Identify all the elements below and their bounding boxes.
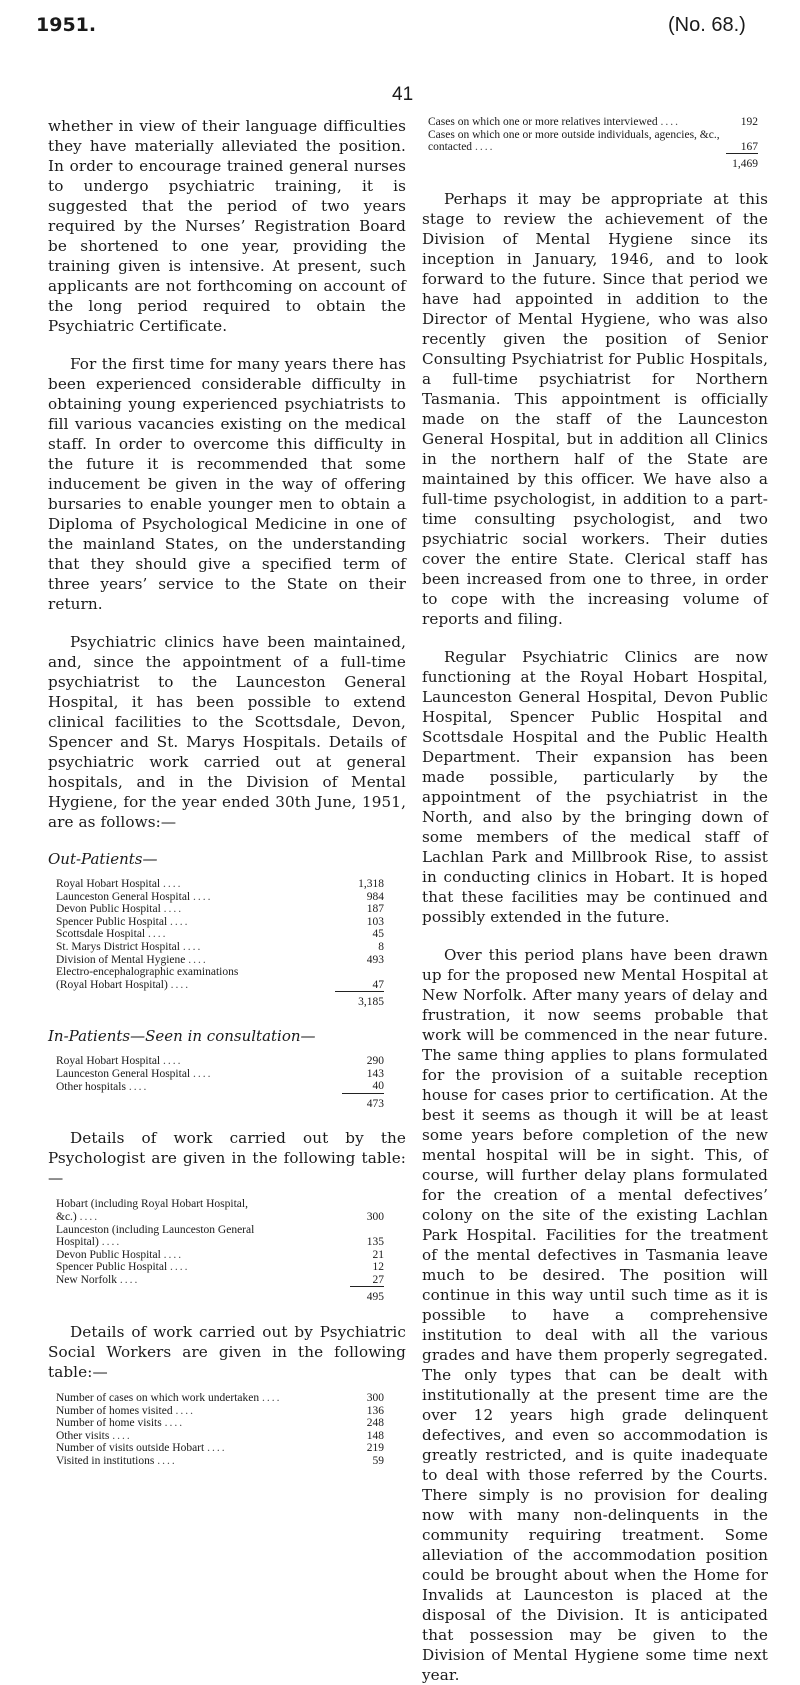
row-value: 248 — [366, 1417, 384, 1430]
total-row — [56, 1287, 384, 1304]
table-row — [56, 891, 384, 904]
row-label: (Royal Hobart Hospital) .... — [56, 979, 191, 992]
row-label: Spencer Public Hospital .... — [56, 915, 190, 928]
row-value — [335, 966, 384, 979]
table-row — [56, 1236, 384, 1249]
table-row — [428, 129, 758, 154]
left-column — [48, 116, 406, 1468]
row-label: Other hospitals .... — [56, 1080, 149, 1093]
row-value: 59 — [372, 1455, 384, 1468]
row-value: 300 — [366, 1392, 384, 1405]
row-label: Devon Public Hospital .... — [56, 1248, 184, 1261]
document-number: (No. 68.) — [668, 14, 746, 36]
paragraph-achievement: Perhaps it may be appropriate at this stage to review the achievement of the Division of Mental Hygiene since its inception in January, 1946, and to look forward to the future. Since that period we have had appointed in addition to the Director of Mental Hygiene, who was also recently given the position of Senior Consulting Psychiatrist for Public Hospitals, a full-time psychiatrist for Northern Tasmania. This appointment is officially made on the staff of the Launceston General Hospital, but in addition all Clinics in the northern half of the State are maintained by this officer. We have also a full-time psychologist, in addition to a part-time consulting psychologist, and two psychiatric social workers. Their duties cover the entire State. Clerical staff has been increased from one to three, in order to cope with the increasing volume of reports and filing. — [422, 189, 768, 628]
table-row — [56, 941, 384, 954]
row-value: 187 — [366, 903, 384, 916]
row-label: Cases on which one or more relatives interviewed .... — [428, 116, 680, 128]
row-label: Electro-encephalographic examinations — [56, 966, 239, 979]
table-row — [56, 1224, 384, 1237]
row-value: 167 — [740, 140, 758, 153]
paragraph-nurses: whether in view of their language difficulties they have materially alleviated the position. In order to encourage trained general nurses to undergo psychiatric training, it is suggested that the period of two years required by the Nurses’ Registration Board be shortened to one year, providing the training given is intensive. At present, such applicants are not forthcoming on account of the long period required to obtain the Psychiatric Certificate. — [48, 117, 406, 335]
table-row — [56, 954, 384, 967]
row-label: Hobart (including Royal Hobart Hospital, — [56, 1198, 248, 1211]
paragraph-psychiatrists: For the first time for many years there has been experienced considerable difficulty in obtaining young experienced psychiatrists to fill various vacancies existing on the medical staff. In order to overcome this difficulty in the future it is recommended that some inducement be given in the way of offering bursaries to enable younger men to obtain a Diploma of Psychological Medicine in one of the mainland States, on the understanding that they should give a specified term of three years’ service to the State on their return. — [48, 355, 406, 613]
row-value: 143 — [366, 1067, 384, 1080]
outpatients-heading: Out-Patients— — [48, 850, 158, 868]
row-value: 40 — [372, 1080, 384, 1093]
row-value — [350, 1198, 384, 1211]
row-value: 27 — [372, 1273, 384, 1286]
table-row — [56, 916, 384, 929]
table-row — [56, 1442, 384, 1455]
row-value: 103 — [366, 915, 384, 928]
total-value: 473 — [342, 1093, 384, 1110]
row-label: Hospital) .... — [56, 1236, 122, 1249]
table-row — [56, 966, 384, 979]
table-row — [56, 1274, 384, 1287]
row-value: 493 — [366, 953, 384, 966]
row-value: 45 — [372, 928, 384, 941]
paragraph-regular-clinics: Regular Psychiatric Clinics are now functioning at the Royal Hobart Hospital, Launceston General Hospital, Devon Public Hospital, Spencer Public Hospital and Scottsdale Hospital and the Public Health Department. Their expansion has been made possible, particularly by the appointment of the psychiatrist in the North, and also by the bringing down of some members of the medical staff of Lachlan Park and Millbrook Rise, to assist in conducting clinics in Hobart. It is hoped that these facilities may be continued and possibly extended in the future. — [422, 647, 768, 926]
row-value: 290 — [366, 1054, 384, 1067]
row-label: Spencer Public Hospital .... — [56, 1261, 190, 1274]
total-row — [56, 992, 384, 1009]
social-intro: Details of work carried out by Psychiatric Social Workers are given in the following table:— — [48, 1323, 406, 1382]
total-value: 3,185 — [335, 992, 384, 1009]
row-label: Number of cases on which work undertaken .... — [56, 1392, 282, 1405]
total-spacer — [56, 1093, 342, 1110]
row-label: Visited in institutions .... — [56, 1455, 177, 1468]
row-label: Launceston (including Launceston General — [56, 1223, 255, 1236]
inpatients-heading: In-Patients—Seen in consultation— — [48, 1026, 316, 1045]
outpatients-table — [56, 878, 384, 1009]
table-row — [56, 1080, 384, 1093]
row-label: Launceston General Hospital .... — [56, 890, 213, 903]
total-spacer — [56, 1287, 350, 1304]
row-value: 192 — [740, 116, 758, 128]
page-number: 41 — [392, 84, 414, 105]
row-value: 984 — [366, 890, 384, 903]
row-value — [350, 1224, 384, 1237]
table-row — [56, 1405, 384, 1418]
table-row — [56, 878, 384, 891]
row-value: 219 — [366, 1442, 384, 1455]
row-label: Royal Hobart Hospital .... — [56, 1054, 183, 1067]
row-value: 300 — [366, 1210, 384, 1223]
table-row — [56, 903, 384, 916]
psychologist-table — [56, 1198, 384, 1304]
table-row — [428, 116, 758, 129]
total-value: 495 — [350, 1287, 384, 1304]
row-value: 47 — [372, 978, 384, 991]
table-row — [56, 1068, 384, 1081]
row-label: Division of Mental Hygiene .... — [56, 953, 208, 966]
total-row — [56, 1093, 384, 1110]
total-spacer — [56, 992, 335, 1009]
row-label: St. Marys District Hospital .... — [56, 940, 203, 953]
row-label: Number of homes visited .... — [56, 1404, 195, 1417]
row-value: 12 — [372, 1261, 384, 1274]
header-year: 1951. — [36, 14, 97, 36]
table-row — [56, 928, 384, 941]
row-label: Number of home visits .... — [56, 1417, 185, 1430]
table-row — [56, 1211, 384, 1224]
row-label: Devon Public Hospital .... — [56, 903, 184, 916]
row-label: New Norfolk .... — [56, 1274, 140, 1287]
row-label: Scottsdale Hospital .... — [56, 928, 168, 941]
total-spacer — [428, 154, 726, 171]
social-workers-table — [56, 1392, 384, 1468]
total-value: 1,469 — [726, 154, 758, 171]
table-row — [56, 1392, 384, 1405]
inpatients-table — [56, 1055, 384, 1110]
psychologist-intro: Details of work carried out by the Psychologist are given in the following table:— — [48, 1129, 406, 1188]
table-row — [56, 1261, 384, 1274]
row-value: 136 — [366, 1404, 384, 1417]
table-row — [56, 1417, 384, 1430]
row-value: 135 — [366, 1236, 384, 1249]
row-label: Number of visits outside Hobart .... — [56, 1442, 227, 1455]
paragraph-new-hospital: Over this period plans have been drawn up for the proposed new Mental Hospital at New Norfolk. After many years of delay and frustration, it now seems probable that work will be commenced in the near future. The same thing applies to plans formulated for the provision of a suitable reception house for cases prior to certification. At the best it seems as though it will be at least some years before completion of the new mental hospital will be in sight. This, of course, will further delay plans formulated for the creation of a mental defectives’ colony on the site of the existing Lachlan Park Hospital. Facilities for the treatment of the mental defectives in Tasmania leave much to be desired. The position will continue in this way until such time as it is possible to have a comprehensive institution to deal with all the various grades and have them properly segregated. The only types that can be dealt with institutionally at the present time are the over 12 years high grade delinquent defectives, and even so accommodation is greatly restricted, and is quite inadequate to deal with those referred by the Courts. There simply is no provision for dealing now with many non-delinquents in the community requiring treatment. Some alleviation of the accommodation position could be brought about when the Home for Invalids at Launceston is placed at the disposal of the Division. It is anticipated that possession may be given to the Division of Mental Hygiene some time next year. — [422, 945, 768, 1684]
table-row — [56, 1249, 384, 1262]
row-label: &c.) .... — [56, 1210, 100, 1223]
table-row — [56, 979, 384, 992]
row-label: Royal Hobart Hospital .... — [56, 878, 183, 890]
row-value: 8 — [378, 940, 384, 953]
row-value: 1,318 — [358, 878, 384, 890]
row-label: Other visits .... — [56, 1429, 132, 1442]
row-value: 21 — [372, 1248, 384, 1261]
row-label: Launceston General Hospital .... — [56, 1067, 213, 1080]
row-value: 148 — [366, 1429, 384, 1442]
right-column — [422, 116, 768, 1685]
table-row — [56, 1055, 384, 1068]
table-row — [56, 1198, 384, 1211]
row-label: Cases on which one or more outside individuals, agencies, &c., contacted .... — [428, 128, 720, 154]
social-workers-table-continued — [428, 116, 758, 171]
table-row — [56, 1455, 384, 1468]
table-row — [56, 1430, 384, 1443]
total-row — [428, 154, 758, 171]
paragraph-clinics: Psychiatric clinics have been maintained, and, since the appointment of a full-time psychiatrist to the Launceston General Hospital, it has been possible to extend clinical facilities to the Scottsdale, Devon, Spencer and St. Marys Hospitals. Details of psychiatric work carried out at general hospitals, and in the Division of Mental Hygiene, for the year ended 30th June, 1951, are as follows:— — [48, 633, 406, 831]
